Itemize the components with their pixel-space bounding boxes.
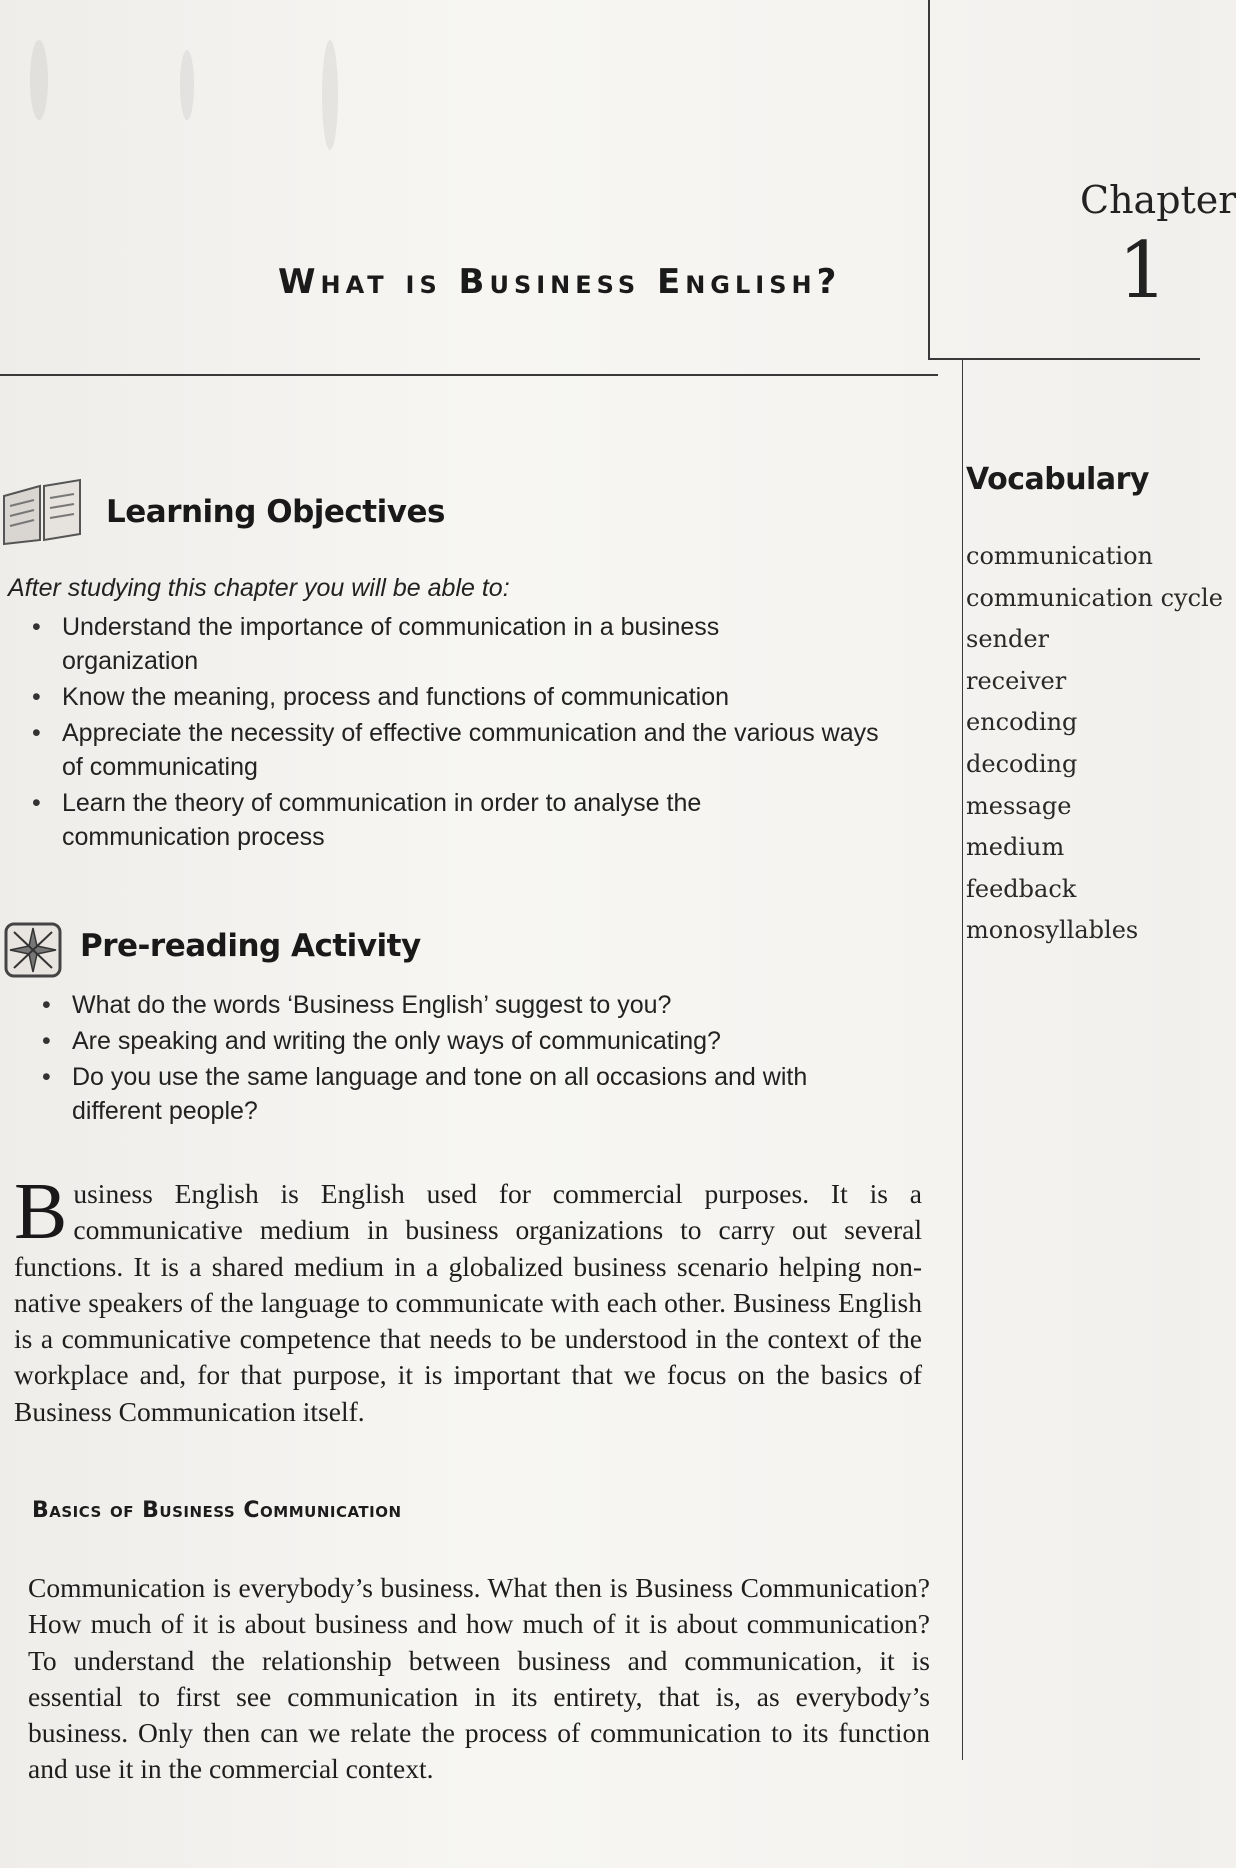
vocabulary-item: medium bbox=[966, 833, 1065, 862]
chapter-label: Chapter bbox=[1080, 178, 1236, 222]
page-smudge bbox=[30, 40, 48, 120]
header-rule-left bbox=[0, 374, 938, 376]
list-item: • Know the meaning, process and functions of communication bbox=[32, 680, 902, 714]
open-book-icon bbox=[0, 478, 84, 548]
vocabulary-item: message bbox=[966, 791, 1072, 820]
vocabulary-item: feedback bbox=[966, 874, 1077, 903]
list-item: • Learn the theory of communication in order to analyse the communication process bbox=[32, 786, 802, 854]
vocabulary-item: monosyllables bbox=[966, 916, 1139, 945]
basics-paragraph: Communication is everybody’s business. What then is Business Communication? How much of it is about business and how much of it is about communication? To understand the relationship between business and communication, it is essential to first see communication in its entirety, that is, as everybody’s business. Only then can we relate the process of communication to its function and use it in the commercial context. bbox=[28, 1572, 930, 1785]
page-smudge bbox=[322, 40, 338, 150]
vocabulary-item: sender bbox=[966, 625, 1050, 654]
header-rule-right bbox=[930, 358, 1200, 360]
vocabulary-list bbox=[966, 536, 1223, 952]
chapter-number: 1 bbox=[1118, 226, 1168, 316]
vocabulary-item: communication cycle bbox=[966, 583, 1223, 612]
intro-paragraph bbox=[14, 1168, 922, 1430]
list-item: • Are speaking and writing the only ways of communicating? bbox=[42, 1024, 912, 1058]
chapter-title: What is Business English? bbox=[278, 262, 842, 302]
margin-rule-vertical-lower bbox=[962, 360, 963, 1760]
drop-cap: B bbox=[14, 1168, 68, 1256]
intro-paragraph-text: usiness English is English used for commercial purposes. It is a communicative medium in business organizations to carry out several functions. It is a shared medium in a globalized business scenario helping non-native speakers of the language to communicate with each other. Business English is a communicative competence that needs to be understood in the context of the workplace and, for that purpose, it is important that we focus on the basics of Business Communication itself. bbox=[14, 1178, 922, 1427]
vocabulary-item: communication bbox=[966, 542, 1153, 570]
vocabulary-item: encoding bbox=[966, 708, 1078, 737]
list-item: • What do the words ‘Business English’ suggest to you? bbox=[42, 988, 912, 1022]
pre-reading-heading: Pre-reading Activity bbox=[80, 928, 421, 964]
page-smudge bbox=[180, 50, 194, 120]
learning-objectives-intro: After studying this chapter you will be able to: bbox=[8, 574, 510, 602]
learning-objectives-heading: Learning Objectives bbox=[106, 494, 445, 530]
pre-reading-list bbox=[42, 988, 912, 1130]
vocabulary-heading: Vocabulary bbox=[966, 462, 1149, 497]
vocabulary-item: decoding bbox=[966, 749, 1078, 778]
list-item: • Appreciate the necessity of effective communication and the various ways of communicating bbox=[32, 716, 902, 784]
list-item: • Do you use the same language and tone on all occasions and with different people? bbox=[42, 1060, 892, 1128]
compass-star-icon bbox=[4, 922, 62, 978]
section-heading: Basics of Business Communication bbox=[32, 1498, 402, 1523]
margin-rule-vertical bbox=[928, 0, 930, 360]
vocabulary-item: receiver bbox=[966, 666, 1067, 695]
list-item: • Understand the importance of communication in a business organization bbox=[32, 610, 802, 678]
learning-objectives-list bbox=[32, 610, 902, 856]
